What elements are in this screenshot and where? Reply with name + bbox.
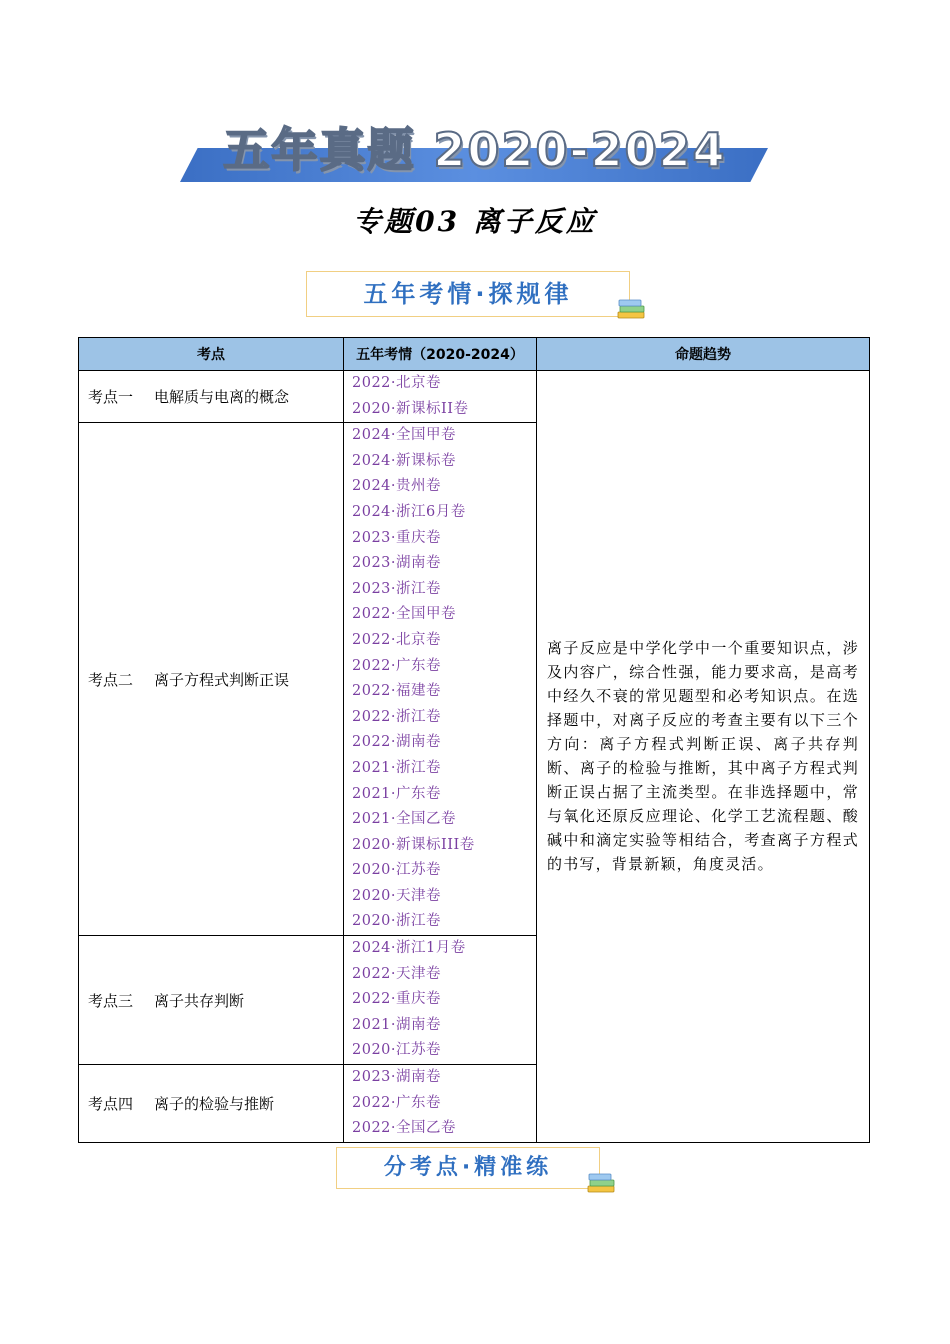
year-item: 2022·广东卷 <box>352 657 442 674</box>
table-header-row <box>79 338 870 371</box>
section-header-trends: 五年考情·探规律 <box>306 271 630 317</box>
year-item: 2021·广东卷 <box>352 785 442 802</box>
years-cell <box>344 423 537 936</box>
year-item: 2020·江苏卷 <box>352 862 442 879</box>
year-item: 2022·湖南卷 <box>352 734 442 751</box>
year-item: 2021·浙江卷 <box>352 759 442 776</box>
point-cell <box>79 936 344 1065</box>
header-years: 五年考情（2020-2024） <box>344 338 537 371</box>
header-trend: 命题趋势 <box>537 338 870 371</box>
point-number: 考点四 <box>88 1094 134 1113</box>
banner-title: 五年真题 2020-2024 <box>223 123 727 177</box>
exam-table <box>78 337 870 1143</box>
year-item: 2024·浙江6月卷 <box>352 503 466 520</box>
year-item: 2024·全国甲卷 <box>352 427 457 444</box>
year-item: 2023·湖南卷 <box>352 1069 442 1086</box>
year-item: 2020·浙江卷 <box>352 913 442 930</box>
year-item: 2022·福建卷 <box>352 683 442 700</box>
section-header-practice: 分考点·精准练 <box>336 1147 600 1189</box>
point-cell <box>79 371 344 423</box>
year-item: 2023·重庆卷 <box>352 529 442 546</box>
point-name: 离子方程式判断正误 <box>154 670 290 689</box>
year-item: 2020·新课标III卷 <box>352 836 475 853</box>
point-cell <box>79 1065 344 1143</box>
year-item: 2024·贵州卷 <box>352 478 442 495</box>
year-item: 2020·天津卷 <box>352 887 442 904</box>
books-icon <box>616 296 648 322</box>
year-item: 2021·湖南卷 <box>352 1016 442 1033</box>
year-item: 2023·湖南卷 <box>352 555 442 572</box>
point-number: 考点一 <box>88 388 134 407</box>
year-item: 2021·全国乙卷 <box>352 811 457 828</box>
point-name: 离子的检验与推断 <box>154 1094 275 1113</box>
point-number: 考点三 <box>88 991 134 1010</box>
books-icon <box>586 1170 618 1196</box>
year-item: 2020·新课标II卷 <box>352 400 469 417</box>
year-item: 2022·浙江卷 <box>352 708 442 725</box>
years-cell <box>344 1065 537 1143</box>
year-item: 2022·重庆卷 <box>352 991 442 1008</box>
year-item: 2022·全国乙卷 <box>352 1120 457 1137</box>
banner <box>180 122 770 186</box>
year-item: 2020·江苏卷 <box>352 1042 442 1059</box>
point-name: 离子共存判断 <box>154 991 245 1010</box>
point-cell <box>79 423 344 936</box>
trend-cell: 离子反应是中学化学中一个重要知识点，涉及内容广，综合性强，能力要求高，是高考中经久不衰的常见题型和必考知识点。在选择题中，对离子反应的考查主要有以下三个方向：离子方程式判断正误、离子共存判断、离子的检验与推断，其中离子方程式判断正误占据了主流类型。在非选择题中，常与氧化还原反应理论、化学工艺流程题、酸碱中和滴定实验等相结合，考查离子方程式的书写，背景新颖，角度灵活。 <box>537 371 870 1143</box>
table-row <box>79 371 870 423</box>
year-item: 2022·全国甲卷 <box>352 606 457 623</box>
years-cell <box>344 936 537 1065</box>
year-item: 2022·北京卷 <box>352 375 442 391</box>
year-item: 2022·北京卷 <box>352 631 442 648</box>
year-item: 2022·广东卷 <box>352 1094 442 1111</box>
years-cell <box>344 371 537 423</box>
year-item: 2024·新课标卷 <box>352 452 457 469</box>
point-number: 考点二 <box>88 670 134 689</box>
header-point: 考点 <box>79 338 344 371</box>
point-name: 电解质与电离的概念 <box>154 388 290 407</box>
subject-title: 专题03 离子反应 <box>353 205 597 238</box>
year-item: 2022·天津卷 <box>352 965 442 982</box>
year-item: 2023·浙江卷 <box>352 580 442 597</box>
year-item: 2024·浙江1月卷 <box>352 940 466 957</box>
